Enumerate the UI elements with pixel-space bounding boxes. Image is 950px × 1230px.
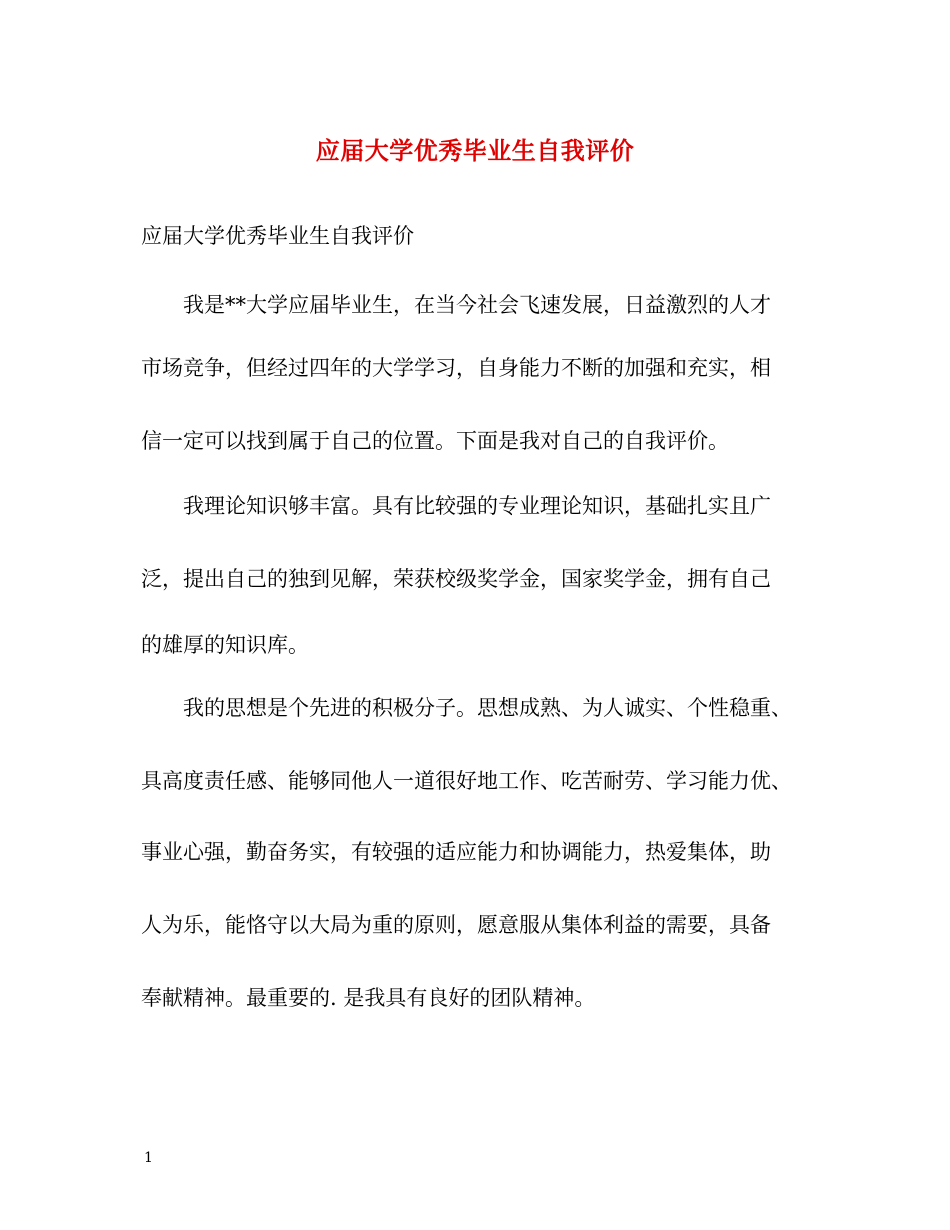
paragraph-line: 事业心强，勤奋务实，有较强的适应能力和协调能力，热爱集体，助	[141, 840, 771, 864]
paragraph-line: 我是**大学应届毕业生，在当今社会飞速发展，日益激烈的人才	[183, 293, 771, 317]
paragraph-line: 我理论知识够丰富。具有比较强的专业理论知识，基础扎实且广	[183, 494, 771, 518]
paragraph-line: 的雄厚的知识库。	[141, 633, 309, 657]
paragraph-line: 信一定可以找到属于自己的位置。下面是我对自己的自我评价。	[141, 429, 729, 453]
document-subtitle: 应届大学优秀毕业生自我评价	[141, 224, 414, 248]
paragraph-line: 奉献精神。最重要的. 是我具有良好的团队精神。	[141, 986, 596, 1010]
paragraph-line: 我的思想是个先进的积极分子。思想成熟、为人诚实、个性稳重、	[183, 696, 792, 720]
paragraph-line: 人为乐，能恪守以大局为重的原则，愿意服从集体利益的需要，具备	[141, 913, 771, 937]
page-number: 1	[144, 1150, 153, 1166]
paragraph-line: 具高度责任感、能够同他人一道很好地工作、吃苦耐劳、学习能力优、	[141, 769, 792, 793]
paragraph-line: 市场竞争，但经过四年的大学学习，自身能力不断的加强和充实，相	[141, 356, 771, 380]
paragraph-line: 泛，提出自己的独到见解，荣获校级奖学金，国家奖学金，拥有自己	[141, 567, 771, 591]
document-title: 应届大学优秀毕业生自我评价	[315, 136, 635, 165]
